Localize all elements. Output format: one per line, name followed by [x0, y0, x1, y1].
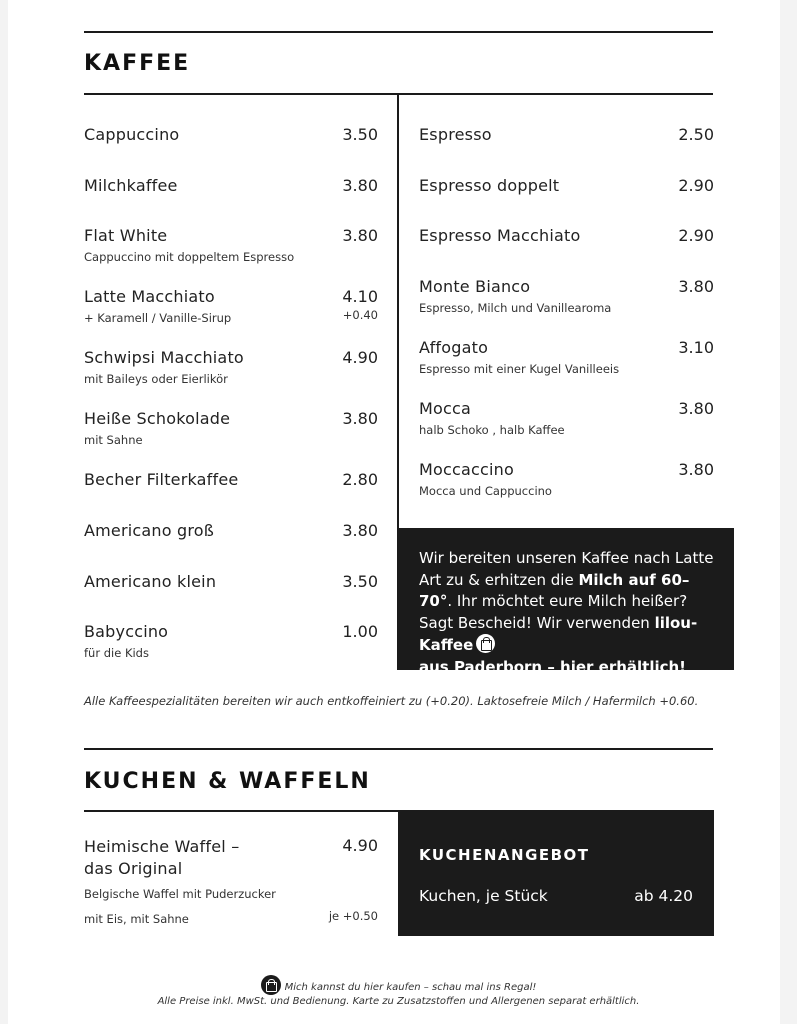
item-name-line: das Original: [84, 859, 183, 878]
item-name: Heiße Schokolade: [84, 409, 231, 428]
item-name: Moccaccino: [419, 460, 514, 479]
item-price: 3.80: [342, 521, 378, 540]
item-name-line: Heimische Waffel –: [84, 837, 240, 856]
info-text: Wir bereiten unseren Kaffee nach Latte Art zu & erhitzen die: [419, 549, 714, 589]
item-price: 3.50: [342, 572, 378, 591]
menu-item-affogato: [419, 338, 719, 376]
menu-item-americano-klein: [84, 572, 384, 591]
menu-item-schwipsi-macchiato: [84, 348, 384, 386]
item-price: 2.90: [678, 176, 714, 195]
menu-item-americano-gross: [84, 521, 384, 540]
item-name: Monte Bianco: [419, 277, 531, 296]
item-name: Babyccino: [84, 622, 169, 641]
menu-item-heisse-schokolade: [84, 409, 384, 447]
kuchen-item-price: ab 4.20: [634, 887, 693, 905]
info-text: . Ihr möchtet eure Milch heißer? Sagt Bescheid! Wir verwenden: [419, 592, 688, 632]
info-text-bold: Milch auf 60–70°: [419, 570, 690, 611]
item-description: Cappuccino mit doppeltem Espresso: [84, 250, 295, 264]
menu-item-latte-macchiato: [84, 287, 384, 325]
menu-item-becher-filterkaffee: [84, 470, 384, 489]
item-price: 1.00: [342, 622, 378, 641]
item-name: Espresso doppelt: [419, 176, 560, 195]
buy-note: [0, 975, 797, 995]
item-name: Mocca: [419, 399, 471, 418]
menu-item-espresso-doppelt: [419, 176, 719, 195]
item-price: 3.80: [342, 226, 378, 245]
item-description: halb Schoko , halb Kaffee: [419, 423, 565, 437]
item-description: Espresso mit einer Kugel Vanilleeis: [419, 362, 620, 376]
item-extra-price: +0.40: [342, 308, 378, 322]
kuchen-top-rule: [84, 748, 713, 750]
kuchenangebot-box: [398, 810, 714, 936]
item-price: 3.80: [678, 277, 714, 296]
item-description: für die Kids: [84, 646, 149, 660]
item-price: 4.90: [342, 348, 378, 367]
menu-item-heimische-waffel: [84, 836, 384, 926]
item-name: Becher Filterkaffee: [84, 470, 239, 489]
item-description: mit Baileys oder Eierlikör: [84, 372, 228, 386]
shopping-bag-icon: [261, 975, 281, 995]
menu-item-espresso: [419, 125, 719, 144]
item-name: Affogato: [419, 338, 489, 357]
menu-item-monte-bianco: [419, 277, 719, 315]
item-name: Americano klein: [84, 572, 217, 591]
shopping-bag-icon: [476, 634, 495, 653]
kuchen-item-name: Kuchen, je Stück: [419, 887, 548, 905]
item-name: Schwipsi Macchiato: [84, 348, 244, 367]
kaffee-heading-rule: [84, 93, 713, 95]
item-description: Belgische Waffel mit Puderzucker: [84, 887, 276, 901]
item-price: 3.10: [678, 338, 714, 357]
item-price: 4.10: [342, 287, 378, 306]
item-price: 2.90: [678, 226, 714, 245]
item-price: 3.80: [678, 399, 714, 418]
item-name: Americano groß: [84, 521, 215, 540]
item-description: Mocca und Cappuccino: [419, 484, 552, 498]
kuchenangebot-title: KUCHENANGEBOT: [419, 846, 590, 864]
item-description: + Karamell / Vanille-Sirup: [84, 311, 232, 325]
menu-item-flat-white: [84, 226, 384, 264]
item-name: Flat White: [84, 226, 168, 245]
menu-item-cappuccino: [84, 125, 384, 144]
item-extra: mit Eis, mit Sahne: [84, 912, 189, 926]
item-price: 3.50: [342, 125, 378, 144]
info-text-bold: aus Paderborn – hier erhältlich!: [419, 657, 687, 676]
item-price: 3.80: [342, 176, 378, 195]
kaffee-footnote: Alle Kaffeespezialitäten bereiten wir auch entkoffeiniert zu (+0.20). Laktosefreie Milch / Hafermilch +0.60.: [84, 694, 699, 708]
item-name: Cappuccino: [84, 125, 180, 144]
section-top-rule: [84, 31, 713, 33]
item-name: Milchkaffee: [84, 176, 178, 195]
item-extra-price: je +0.50: [328, 909, 378, 923]
item-description: mit Sahne: [84, 433, 143, 447]
item-price: 3.80: [678, 460, 714, 479]
item-name: Espresso Macchiato: [419, 226, 581, 245]
item-name: Espresso: [419, 125, 492, 144]
item-price: 2.80: [342, 470, 378, 489]
kuchen-heading: KUCHEN & WAFFELN: [84, 769, 371, 794]
menu-item-moccaccino: [419, 460, 719, 498]
item-name: Latte Macchiato: [84, 287, 215, 306]
legal-note: Alle Preise inkl. MwSt. und Bedienung. Karte zu Zusatzstoffen und Allergenen separat erhältlich.: [157, 996, 640, 1007]
item-price: 4.90: [342, 836, 378, 855]
coffee-info-box: [398, 528, 734, 676]
info-text-bold: lilou-Kaffee: [419, 613, 698, 655]
menu-item-espresso-macchiato: [419, 226, 719, 245]
menu-item-babyccino: [84, 622, 384, 660]
menu-item-mocca: [419, 399, 719, 437]
item-price: 2.50: [678, 125, 714, 144]
item-price: 3.80: [342, 409, 378, 428]
item-description: Espresso, Milch und Vanillearoma: [419, 301, 612, 315]
menu-item-milchkaffee: [84, 176, 384, 195]
buy-note-text: Mich kannst du hier kaufen – schau mal ins Regal!: [284, 982, 537, 993]
kaffee-heading: KAFFEE: [84, 51, 191, 76]
